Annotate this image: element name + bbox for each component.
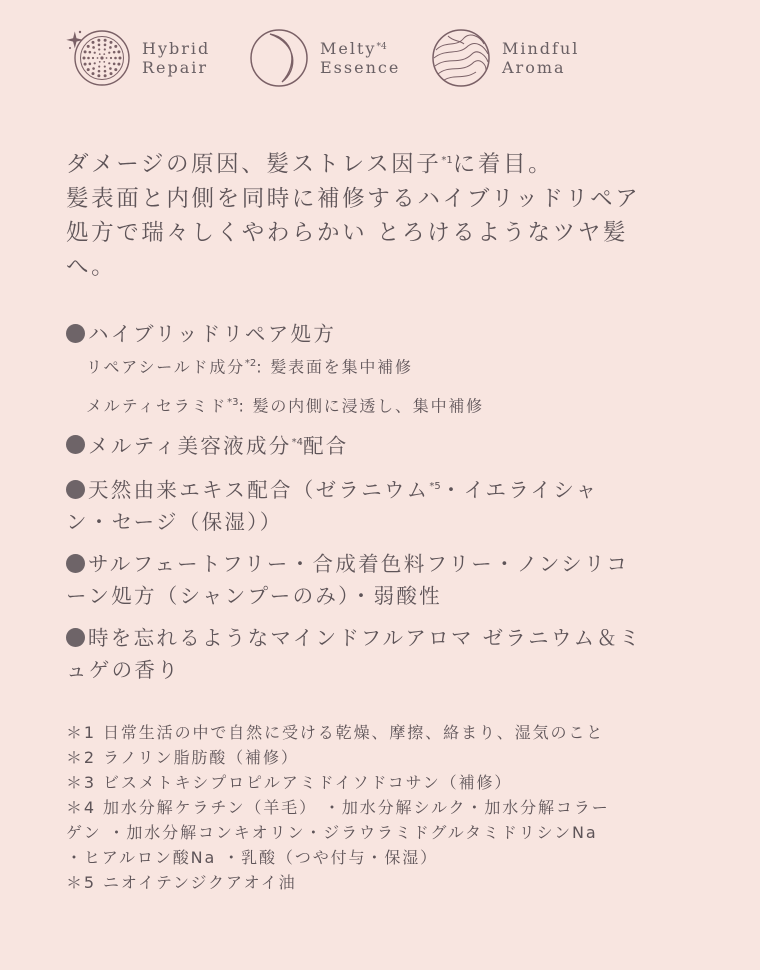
feature-badges [66, 26, 706, 90]
pattern-dot [103, 53, 105, 55]
pattern-dot [113, 51, 116, 54]
mindful-aroma-badge [430, 26, 579, 90]
badge-line2: Aroma [502, 58, 566, 77]
feature-item [66, 622, 706, 654]
footnote: ＊1 日常生活の中で自然に受ける乾燥、摩擦、絡まり、湿気のこと [66, 723, 605, 742]
feature-item-cont: ュゲの香り [66, 658, 180, 683]
pattern-dot [87, 57, 90, 60]
pattern-dot [113, 63, 116, 66]
footnote-ref: *3 [227, 397, 239, 409]
pattern-dot [119, 57, 122, 60]
pattern-dot [92, 46, 95, 49]
feature-text: 配合 [302, 433, 349, 458]
pattern-dot [84, 63, 87, 66]
mindful-aroma-label [502, 39, 579, 77]
sub-text: メルティセラミド [86, 396, 228, 416]
pattern-dot [104, 39, 107, 42]
pattern-dot [92, 67, 95, 70]
feature-subitem [66, 354, 706, 377]
sub-text: リペアシールド成分 [86, 357, 245, 377]
pattern-dot [104, 48, 106, 50]
pattern-dot [98, 65, 100, 67]
footnotes [66, 720, 706, 895]
pattern-dot [109, 67, 112, 70]
melty-essence-badge [248, 26, 400, 90]
mindful-aroma-icon [430, 26, 492, 90]
melty-essence-label [320, 39, 400, 77]
intro-line: 処方で瑞々しくやわらかい とろけるようなツヤ髪 [66, 219, 628, 246]
pattern-dot [89, 63, 92, 66]
feature-item [66, 318, 706, 350]
feature-item [66, 427, 706, 462]
badge-sup: *4 [376, 42, 387, 52]
pattern-dot [109, 46, 112, 49]
feature-text: 時を忘れるようなマインドフルアロマ ゼラニウム＆ミ [88, 626, 642, 651]
bullet-icon [66, 628, 85, 647]
pattern-dot [99, 61, 101, 63]
pattern-dot [104, 70, 107, 73]
feature-text: メルティ美容液成分 [88, 433, 292, 458]
pattern-dot [98, 44, 101, 47]
pattern-dot [114, 57, 117, 60]
sub-text: : 髪表面を集中補修 [256, 357, 413, 377]
intro-line: 髪表面と内側を同時に補修するハイブリッドリペア [66, 185, 641, 212]
pattern-dot [92, 41, 95, 44]
pattern-dot [108, 52, 110, 54]
feature-text: ハイブリッドリペア処方 [88, 322, 337, 346]
feature-item [66, 548, 706, 580]
footnote-ref: *1 [441, 155, 453, 166]
footnote: ＊2 ラノリン脂肪酸（補修） [66, 748, 299, 767]
pattern-dot [110, 72, 113, 75]
pattern-dot [100, 56, 103, 59]
pattern-dot [97, 57, 99, 59]
intro-segment: に着目。 [452, 151, 554, 178]
pattern-dot [110, 57, 112, 59]
intro-text [66, 144, 706, 284]
footnote: ゲン ・加水分解コンキオリン・ジラウラミドグルタミドリシンNa [66, 823, 598, 842]
feature-item-cont: ーン処方（シャンプーのみ）・弱酸性 [66, 584, 442, 609]
bullet-icon [66, 435, 85, 454]
pattern-dot [114, 45, 117, 48]
pattern-dot [114, 68, 117, 71]
badge-line2: Essence [320, 58, 401, 77]
bullet-icon [66, 554, 85, 573]
hybrid-repair-badge [66, 26, 210, 90]
feature-text: ・イエライシャ [440, 478, 599, 503]
feature-subitem [66, 393, 706, 416]
footnote: ＊5 ニオイテンジクアオイ油 [66, 873, 297, 892]
feature-item [66, 471, 706, 506]
intro-line: へ。 [66, 253, 117, 280]
hybrid-repair-label [142, 39, 210, 77]
intro-segment: ダメージの原因、髪ストレス因子 [66, 151, 442, 178]
sub-text: : 髪の内側に浸透し、集中補修 [238, 396, 484, 416]
pattern-dot [97, 74, 100, 77]
badge-line2: Repair [142, 58, 209, 77]
badge-line1: Hybrid [142, 39, 211, 58]
feature-text: サルフェートフリー・合成着色料フリー・ノンシリコ [88, 552, 630, 577]
intro-line [66, 144, 706, 182]
melty-essence-icon [248, 26, 310, 90]
pattern-dot [108, 62, 110, 64]
badge-line1: Mindful [502, 39, 580, 58]
footnote-ref: *4 [291, 436, 303, 448]
pattern-dot [104, 44, 107, 47]
footnote: ・ヒアルロン酸Na ・乳酸（つや付与・保湿） [66, 848, 439, 867]
feature-text: 天然由来エキス配合（ゼラニウム [88, 478, 430, 503]
pattern-dot [83, 57, 86, 60]
pattern-dot [117, 63, 120, 66]
pattern-dot [117, 50, 120, 53]
hybrid-repair-icon [66, 26, 132, 90]
pattern-dot [92, 72, 95, 75]
pattern-dot [92, 57, 94, 59]
pattern-dot [94, 52, 96, 54]
pattern-dot [103, 61, 105, 63]
bullet-icon [66, 480, 85, 499]
pattern-dot [104, 74, 107, 77]
bullet-icon [66, 324, 85, 343]
feature-list [66, 318, 706, 686]
pattern-dot [98, 48, 100, 50]
pattern-dot [87, 68, 90, 71]
footnote: ＊3 ビスメトキシプロピルアミドイソドコサン（補修） [66, 773, 513, 792]
badge-line1: Melty [320, 39, 377, 58]
footnote-ref: *5 [429, 481, 441, 493]
pattern-dot [87, 45, 90, 48]
footnote-ref: *2 [244, 358, 257, 369]
pattern-dot [106, 57, 108, 59]
footnote: ＊4 加水分解ケラチン（羊毛） ・加水分解シルク・加水分解コラー [66, 798, 610, 817]
feature-item-cont: ン・セージ（保湿）） [66, 510, 283, 535]
pattern-dot [98, 70, 101, 73]
pattern-dot [94, 62, 96, 64]
pattern-dot [99, 53, 101, 55]
pattern-dot [110, 41, 113, 44]
pattern-dot [89, 51, 92, 54]
pattern-dot [84, 50, 87, 53]
pattern-dot [97, 39, 100, 42]
pattern-dot [104, 65, 106, 67]
